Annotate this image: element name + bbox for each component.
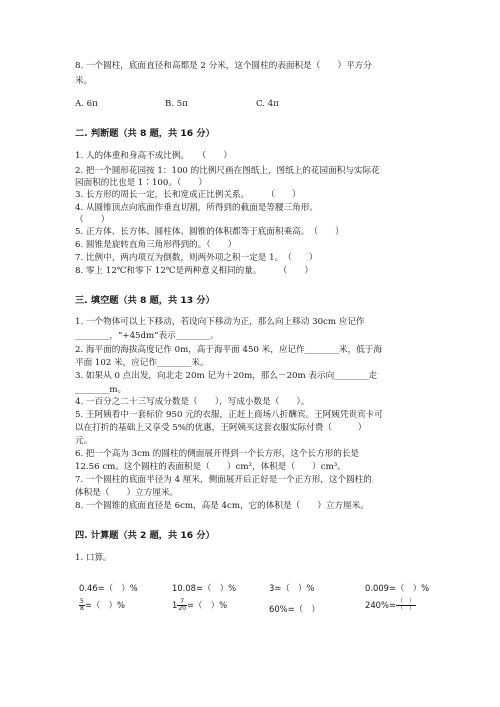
q8-option-c[interactable]: C. 4π xyxy=(256,99,279,109)
calc-cell: 60%=（ ） xyxy=(269,604,320,614)
calc-head: 240%= xyxy=(365,600,396,610)
fill-item: 6. 把一个高为 3cm 的圆柱的侧面展开得到一个长方形，这个长方形的长是 xyxy=(75,449,360,459)
fill-item: 1. 一个物体可以上下移动，若设向下移动为正，那么向上移动 30cm 应记作 xyxy=(75,317,365,327)
fill-item: 元。 xyxy=(75,436,93,446)
judge-item: 1. 人的体重和身高不成比例。 （ ） xyxy=(75,151,233,161)
oral-calc-heading: 1. 口算。 xyxy=(75,553,112,563)
judge-item: 8. 零上 12℃和零下 12℃是两种意义相同的量。 （ ） xyxy=(75,266,313,276)
q8-line-2: 米。 xyxy=(75,76,93,86)
calc-cell: 0.46=（ ）% xyxy=(79,583,138,593)
numerator: 5 xyxy=(80,598,84,605)
whole-number: 1 xyxy=(172,600,178,610)
fill-item: 5. 王阿姨看中一套标价 950 元的衣服，正赶上商场八折酬宾。王阿姨凭贵宾卡可 xyxy=(75,410,383,420)
calc-cell-fraction xyxy=(79,599,125,612)
denominator: 8 xyxy=(80,605,84,612)
fill-item: 以在打折的基础上又享受 5%的优惠，王阿姨买这套衣服实际付费（ ） xyxy=(75,423,367,433)
fill-item: ________m。 xyxy=(75,385,127,395)
denominator: （ ） xyxy=(396,605,415,612)
numerator: （ ） xyxy=(396,598,415,605)
fill-item: 4. 一百分之二十三写成分数是（ ），写成小数是（ ）。 xyxy=(75,397,310,407)
fill-item: 2. 海平面的海拔高度记作 0m，高于海平面 450 米，应记作________米，低于海 xyxy=(75,345,382,355)
judge-item: 5. 正方体、长方体、圆柱体、圆锥的体积都等于底面积乘高。 （ ） xyxy=(75,227,344,237)
judge-item: 园面积的比也是 1∶100。（ ） xyxy=(75,178,208,188)
judge-item: 7. 比例中，两内项互为倒数，则两外项之积一定是 1。 （ ） xyxy=(75,253,318,263)
q8-option-b[interactable]: B. 5π xyxy=(165,99,188,109)
section-2-title: 二. 判断题（共 8 题，共 16 分） xyxy=(75,128,215,139)
section-4-title: 四. 计算题（共 2 题，共 16 分） xyxy=(75,530,215,541)
judge-item: 4. 从圆锥顶点向底面作垂直切割，所得到的截面是等腰三角形。 xyxy=(75,203,318,213)
q8-line-1: 8. 一个圆柱，底面直径和高都是 2 分米，这个圆柱的表面积是（ ）平方分 xyxy=(75,61,372,71)
fill-item: 12.56 cm。这个圆柱的表面积是（ ）cm²，体积是（ ）cm³。 xyxy=(75,462,346,472)
fill-item: 体积是（ ）立方厘米。 xyxy=(75,488,179,498)
fill-item: 7. 一个圆柱的底面半径为 4 厘米，侧面展开后正好是一个正方形，这个圆柱的 xyxy=(75,475,372,485)
calc-cell: 10.08=（ ）% xyxy=(172,583,237,593)
calc-tail: =（ ）% xyxy=(186,600,228,610)
q8-option-a[interactable]: A. 6π xyxy=(75,99,98,109)
fill-item: ________，“+45dm”表示________。 xyxy=(75,331,219,341)
numerator: 7 xyxy=(177,599,187,606)
judge-item: 2. 把一个圆形花园按 1：100 的比例尺画在图纸上，图纸上的花园面积与实际花 xyxy=(75,166,380,176)
section-3-title: 三. 填空题（共 8 题，共 13 分） xyxy=(75,295,215,306)
judge-item: 3. 长方形的周长一定，长和宽成正比例关系。 （ ） xyxy=(75,190,301,200)
fraction xyxy=(177,599,187,612)
calc-cell: 3=（ ）% xyxy=(269,583,315,593)
calc-cell-fraction xyxy=(365,599,416,612)
judge-item: 6. 圆锥是旋转直角三角形得到的。（ ） xyxy=(75,240,237,250)
fill-item: 3. 如果从 0 点出发，向北走 20m 记为＋20m，那么－20m 表示向________走 xyxy=(75,371,378,381)
judge-item: （ ） xyxy=(75,215,110,225)
calc-cell: 0.009=（ ）% xyxy=(365,583,430,593)
denominator: 20 xyxy=(178,605,186,612)
calc-cell-mixed xyxy=(172,599,227,612)
fill-item: 平面 102 米，应记作________米。 xyxy=(75,358,209,368)
calc-tail: =（ ）% xyxy=(84,600,125,610)
fraction xyxy=(396,599,416,612)
fill-item: 8. 一个圆锥的底面直径是 6cm，高是 4cm，它的体积是（ ）立方厘米。 xyxy=(75,501,369,511)
